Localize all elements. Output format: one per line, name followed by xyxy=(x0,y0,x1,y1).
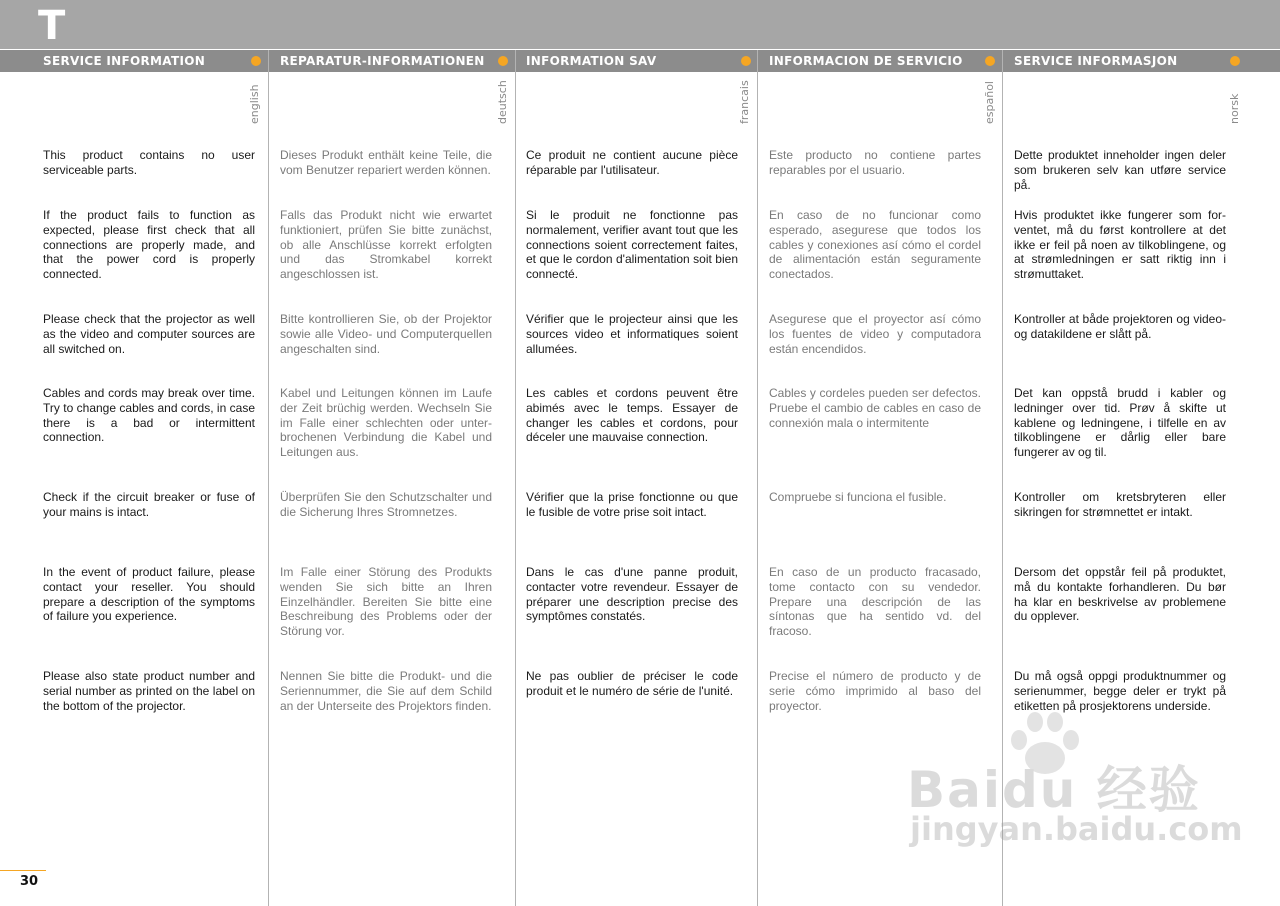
baidu-watermark xyxy=(905,710,1243,860)
paragraph: En caso de no funcionar como esperado, asegurese que todos los cables y conexiones así cómo el cordel de alimentación están seguramente conectados. xyxy=(769,208,981,282)
orange-dot-icon xyxy=(741,56,751,66)
paragraph: Les cables et cordons peuvent être abimés avec le temps. Essayer de changer les cables et cordons, pour déceler une mauvaise connection. xyxy=(526,386,738,445)
paragraph: Ne pas oublier de préciser le code produit et le numéro de série de l'unité. xyxy=(526,669,738,698)
paragraph: Check if the circuit breaker or fuse of your mains is intact. xyxy=(43,490,255,519)
orange-dot-icon xyxy=(985,56,995,66)
language-tag-francais: francais xyxy=(738,80,751,124)
paragraph: Kontroller om kretsbryteren eller sikringen for strømnettet er intakt. xyxy=(1014,490,1226,519)
paragraph: Hvis produktet ikke fungerer som for-ventet, må du først kontrollere at det ikke er feil på noen av tilkoblingene, og at strømledningen er satt riktig inn i strømuttaket. xyxy=(1014,208,1226,282)
paragraph: Dette produktet inneholder ingen deler som brukeren selv kan utføre service på. xyxy=(1014,148,1226,192)
language-tag-espanol: español xyxy=(983,81,996,124)
paragraph: Im Falle einer Störung des Produkts wenden Sie sich bitte an Ihren Einzelhändler. Bereiten Sie bitte eine Beschreibung des Problems oder der Störung vor. xyxy=(280,565,492,639)
paragraph: Vérifier que le projecteur ainsi que les sources video et informatiques soient allumées. xyxy=(526,312,738,356)
paragraph: Dans le cas d'une panne produit, contacter votre revendeur. Essayer de préparer une description precise des symptômes constatés. xyxy=(526,565,738,624)
paragraph: Este producto no contiene partes reparables por el usuario. xyxy=(769,148,981,177)
paragraph: En caso de un producto fracasado, tome contacto con su vendedor. Prepare una descripción de las síntonas que ha sentido vd. del fracoso. xyxy=(769,565,981,639)
paragraph: Überprüfen Sie den Schutzschalter und die Sicherung Ihres Stromnetzes. xyxy=(280,490,492,519)
paragraph: Kontroller at både projektoren og video- og datakildene er slått på. xyxy=(1014,312,1226,341)
column-title-english: SERVICE INFORMATION xyxy=(43,54,206,68)
column-divider xyxy=(757,50,758,906)
language-tag-english: english xyxy=(248,84,261,124)
paragraph: Compruebe si funciona el fusible. xyxy=(769,490,947,504)
language-tag-deutsch: deutsch xyxy=(496,80,509,124)
paragraph: Kabel und Leitungen können im Laufe der Zeit brüchig werden. Wechseln Sie im Falle einer schlechten oder unter-brochenen Verbindung die Kabel und Leitungen aus. xyxy=(280,386,492,460)
page-number: 30 xyxy=(20,874,39,889)
column-title-norsk: SERVICE INFORMASJON xyxy=(1014,54,1178,68)
paragraph: Dersom det oppstår feil på produktet, må du kontakte forhandleren. Du bør ha klar en beskrivelse av problemene du opplever. xyxy=(1014,565,1226,624)
paragraph: Du må også oppgi produktnummer og serienummer, begge deler er trykt på etiketten på prosjektorens underside. xyxy=(1014,669,1226,713)
orange-dot-icon xyxy=(498,56,508,66)
paragraph: Please check that the projector as well as the video and computer sources are all switched on. xyxy=(43,312,255,356)
paragraph: If the product fails to function as expected, please first check that all connections are properly made, and that the power cord is properly connected. xyxy=(43,208,255,282)
orange-dot-icon xyxy=(1230,56,1240,66)
column-divider xyxy=(515,50,516,906)
column-title-deutsch: REPARATUR-INFORMATIONEN xyxy=(280,54,485,68)
column-divider xyxy=(268,50,269,906)
paragraph: Precise el número de producto y de serie cómo imprimido al baso del proyector. xyxy=(769,669,981,713)
paragraph: Nennen Sie bitte die Produkt- und die Seriennummer, die Sie auf dem Schild an der Unterseite des Projektors finden. xyxy=(280,669,492,713)
page-number-rule xyxy=(0,870,46,871)
paragraph: Falls das Produkt nicht wie erwartet funktioniert, prüfen Sie bitte zunächst, ob alle Anschlüsse korrekt erfolgten und das Stromkabel korrekt angeschlossen ist. xyxy=(280,208,492,282)
paragraph: Dieses Produkt enthält keine Teile, die vom Benutzer repariert werden können. xyxy=(280,148,492,177)
paragraph: Please also state product number and serial number as printed on the label on the bottom of the projector. xyxy=(43,669,255,713)
paragraph: Vérifier que la prise fonctionne ou que le fusible de votre prise soit intact. xyxy=(526,490,738,519)
language-tag-norsk: norsk xyxy=(1228,93,1241,124)
orange-dot-icon xyxy=(251,56,261,66)
paragraph: Cables and cords may break over time. Try to change cables and cords, in case there is a bad or intermittent connection. xyxy=(43,386,255,445)
column-title-espanol: INFORMACION DE SERVICIO xyxy=(769,54,963,68)
paragraph: This product contains no user serviceable parts. xyxy=(43,148,255,177)
top-bar xyxy=(0,0,1280,49)
paragraph: In the event of product failure, please contact your reseller. You should prepare a description of the symptoms of failure you experience. xyxy=(43,565,255,624)
column-title-francais: INFORMATION SAV xyxy=(526,54,657,68)
paragraph: Bitte kontrollieren Sie, ob der Projektor sowie alle Video- und Computerquellen angeschalten sind. xyxy=(280,312,492,356)
paragraph: Asegurese que el proyector así cómo los fuentes de video y computadora están encendidos. xyxy=(769,312,981,356)
watermark-brand: Baidu 经验 xyxy=(907,761,1201,819)
paragraph: Cables y cordeles pueden ser defectos. Pruebe el cambio de cables en caso de connexión mala o intermitente xyxy=(769,386,981,430)
paragraph: Det kan oppstå brudd i kabler og ledninger over tid. Prøv å skifte ut kablene og ledningene, i tilfelle en av tilkoblingene er dårlig eller bare fungerer av og til. xyxy=(1014,386,1226,460)
section-letter: T xyxy=(38,3,66,49)
watermark-url: jingyan.baidu.com xyxy=(910,810,1243,848)
paragraph: Ce produit ne contient aucune pièce réparable par l'utilisateur. xyxy=(526,148,738,177)
paragraph: Si le produit ne fonctionne pas normalement, verifier avant tout que les connections soient correctement faites, et que le cordon d'alimentation soit bien connecté. xyxy=(526,208,738,282)
